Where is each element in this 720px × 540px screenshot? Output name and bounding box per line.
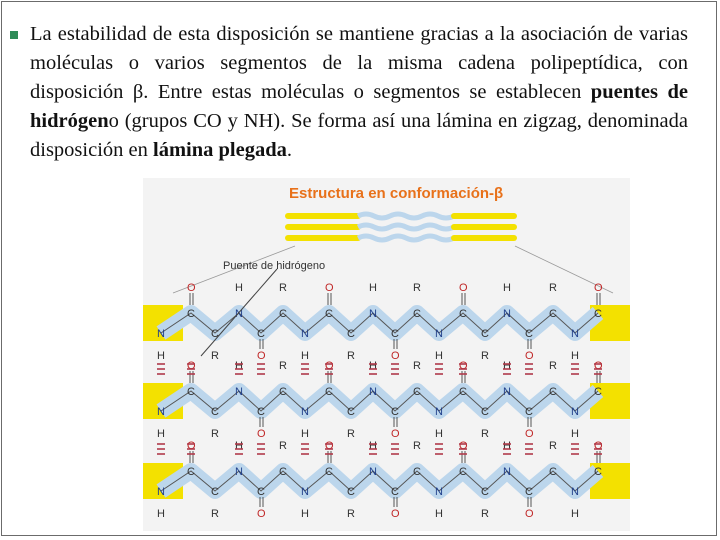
atom-o: O	[187, 360, 196, 372]
atom-c: C	[187, 308, 195, 320]
atom-r: R	[549, 360, 557, 372]
atom-c: C	[594, 386, 602, 398]
atom-c: C	[481, 486, 489, 498]
atom-o: O	[459, 440, 468, 452]
ribbon-blue-wave	[358, 225, 454, 229]
atom-c: C	[413, 386, 421, 398]
atom-n: N	[157, 486, 165, 498]
atom-o: O	[391, 428, 400, 440]
atom-c: C	[549, 466, 557, 478]
atom-h: H	[503, 282, 511, 294]
atom-o: O	[257, 508, 266, 520]
atom-c: C	[279, 466, 287, 478]
atom-n: N	[571, 406, 579, 418]
ribbon-blue-wave	[358, 236, 454, 240]
atom-c: C	[279, 308, 287, 320]
atom-c: C	[481, 328, 489, 340]
atom-c: C	[459, 386, 467, 398]
atom-c: C	[347, 486, 355, 498]
atom-c: C	[391, 486, 399, 498]
atom-c: C	[325, 308, 333, 320]
atom-o: O	[257, 350, 266, 362]
atom-n: N	[301, 486, 309, 498]
atom-r: R	[549, 282, 557, 294]
atom-r: R	[481, 350, 489, 362]
atom-c: C	[257, 406, 265, 418]
atom-h: H	[369, 360, 377, 372]
atom-n: N	[235, 386, 243, 398]
atom-r: R	[413, 360, 421, 372]
atom-n: N	[235, 466, 243, 478]
atom-c: C	[459, 466, 467, 478]
beta-sheet-figure	[143, 178, 630, 531]
atom-n: N	[369, 466, 377, 478]
atom-o: O	[325, 440, 334, 452]
paragraph-bold-pleated-sheet: lámina plegada	[153, 139, 287, 161]
atom-h: H	[369, 282, 377, 294]
atom-n: N	[435, 486, 443, 498]
atom-c: C	[211, 328, 219, 340]
strand-1	[143, 282, 630, 362]
atom-c: C	[594, 466, 602, 478]
atom-r: R	[413, 282, 421, 294]
ribbon-blue-wave	[358, 214, 454, 218]
atom-o: O	[594, 282, 603, 294]
atom-c: C	[481, 406, 489, 418]
atom-o: O	[325, 282, 334, 294]
atom-r: R	[481, 508, 489, 520]
atom-c: C	[525, 486, 533, 498]
atom-c: C	[594, 308, 602, 320]
strand-2	[143, 360, 630, 440]
atom-h: H	[157, 508, 165, 520]
atom-r: R	[347, 428, 355, 440]
atom-h: H	[235, 360, 243, 372]
bullet-marker	[10, 31, 18, 39]
atom-n: N	[301, 328, 309, 340]
atom-c: C	[279, 386, 287, 398]
atom-c: C	[459, 308, 467, 320]
atom-r: R	[279, 360, 287, 372]
atom-n: N	[571, 486, 579, 498]
atom-n: N	[571, 328, 579, 340]
atom-r: R	[481, 428, 489, 440]
atom-r: R	[211, 508, 219, 520]
atom-c: C	[211, 486, 219, 498]
atom-c: C	[391, 406, 399, 418]
atom-c: C	[187, 466, 195, 478]
strand-group	[143, 282, 630, 520]
atom-o: O	[459, 282, 468, 294]
atom-o: O	[325, 360, 334, 372]
atom-r: R	[211, 350, 219, 362]
atom-h: H	[235, 440, 243, 452]
atom-n: N	[157, 328, 165, 340]
atom-o: O	[594, 360, 603, 372]
atom-h: H	[571, 350, 579, 362]
atom-h: H	[571, 428, 579, 440]
atom-r: R	[347, 350, 355, 362]
paragraph-text-2: o (grupos CO y NH). Se forma así una lámina en zigzag, denominada disposición en	[30, 110, 688, 161]
atom-c: C	[347, 406, 355, 418]
atom-c: C	[549, 386, 557, 398]
atom-h: H	[571, 508, 579, 520]
atom-c: C	[187, 386, 195, 398]
hydrogen-bond-callout: Puente de hidrógeno	[223, 260, 326, 272]
atom-r: R	[549, 440, 557, 452]
atom-n: N	[503, 308, 511, 320]
atom-c: C	[391, 328, 399, 340]
atom-c: C	[549, 308, 557, 320]
atom-h: H	[503, 440, 511, 452]
atom-r: R	[211, 428, 219, 440]
atom-h: H	[301, 428, 309, 440]
atom-r: R	[279, 440, 287, 452]
atom-n: N	[435, 406, 443, 418]
atom-h: H	[435, 508, 443, 520]
atom-h: H	[435, 428, 443, 440]
atom-h: H	[235, 282, 243, 294]
figure-title: Estructura en conformación-β	[289, 185, 504, 202]
atom-c: C	[347, 328, 355, 340]
atom-n: N	[369, 386, 377, 398]
body-paragraph	[30, 20, 688, 165]
atom-c: C	[257, 328, 265, 340]
atom-o: O	[459, 360, 468, 372]
atom-c: C	[211, 406, 219, 418]
atom-h: H	[369, 440, 377, 452]
atom-o: O	[525, 428, 534, 440]
atom-o: O	[187, 282, 196, 294]
atom-c: C	[525, 328, 533, 340]
atom-r: R	[347, 508, 355, 520]
atom-c: C	[413, 308, 421, 320]
paragraph-text-3: .	[286, 139, 292, 161]
atom-n: N	[503, 386, 511, 398]
paragraph-text-1: La estabilidad de esta disposición se mantiene gracias a la asociación de varias moléculas o varios segmentos de la misma cadena polipeptídica, con disposición β. Entre estas moléculas o segmentos se establecen	[30, 23, 688, 103]
atom-o: O	[257, 428, 266, 440]
atom-r: R	[279, 282, 287, 294]
atom-c: C	[525, 406, 533, 418]
atom-h: H	[301, 508, 309, 520]
atom-n: N	[503, 466, 511, 478]
atom-o: O	[187, 440, 196, 452]
atom-c: C	[257, 486, 265, 498]
atom-h: H	[503, 360, 511, 372]
atom-r: R	[413, 440, 421, 452]
atom-n: N	[369, 308, 377, 320]
atom-h: H	[157, 350, 165, 362]
atom-n: N	[435, 328, 443, 340]
atom-c: C	[325, 466, 333, 478]
atom-o: O	[525, 508, 534, 520]
atom-o: O	[391, 508, 400, 520]
atom-h: H	[435, 350, 443, 362]
strand-3	[143, 440, 630, 520]
atom-h: H	[157, 428, 165, 440]
atom-o: O	[391, 350, 400, 362]
atom-n: N	[235, 308, 243, 320]
atom-c: C	[325, 386, 333, 398]
atom-o: O	[525, 350, 534, 362]
paragraph-bold-hydrogen-bonds: puentes de hidrógen	[30, 81, 688, 132]
atom-n: N	[301, 406, 309, 418]
atom-c: C	[413, 466, 421, 478]
atom-h: H	[301, 350, 309, 362]
beta-sheet-diagram	[143, 178, 630, 531]
atom-o: O	[594, 440, 603, 452]
atom-n: N	[157, 406, 165, 418]
